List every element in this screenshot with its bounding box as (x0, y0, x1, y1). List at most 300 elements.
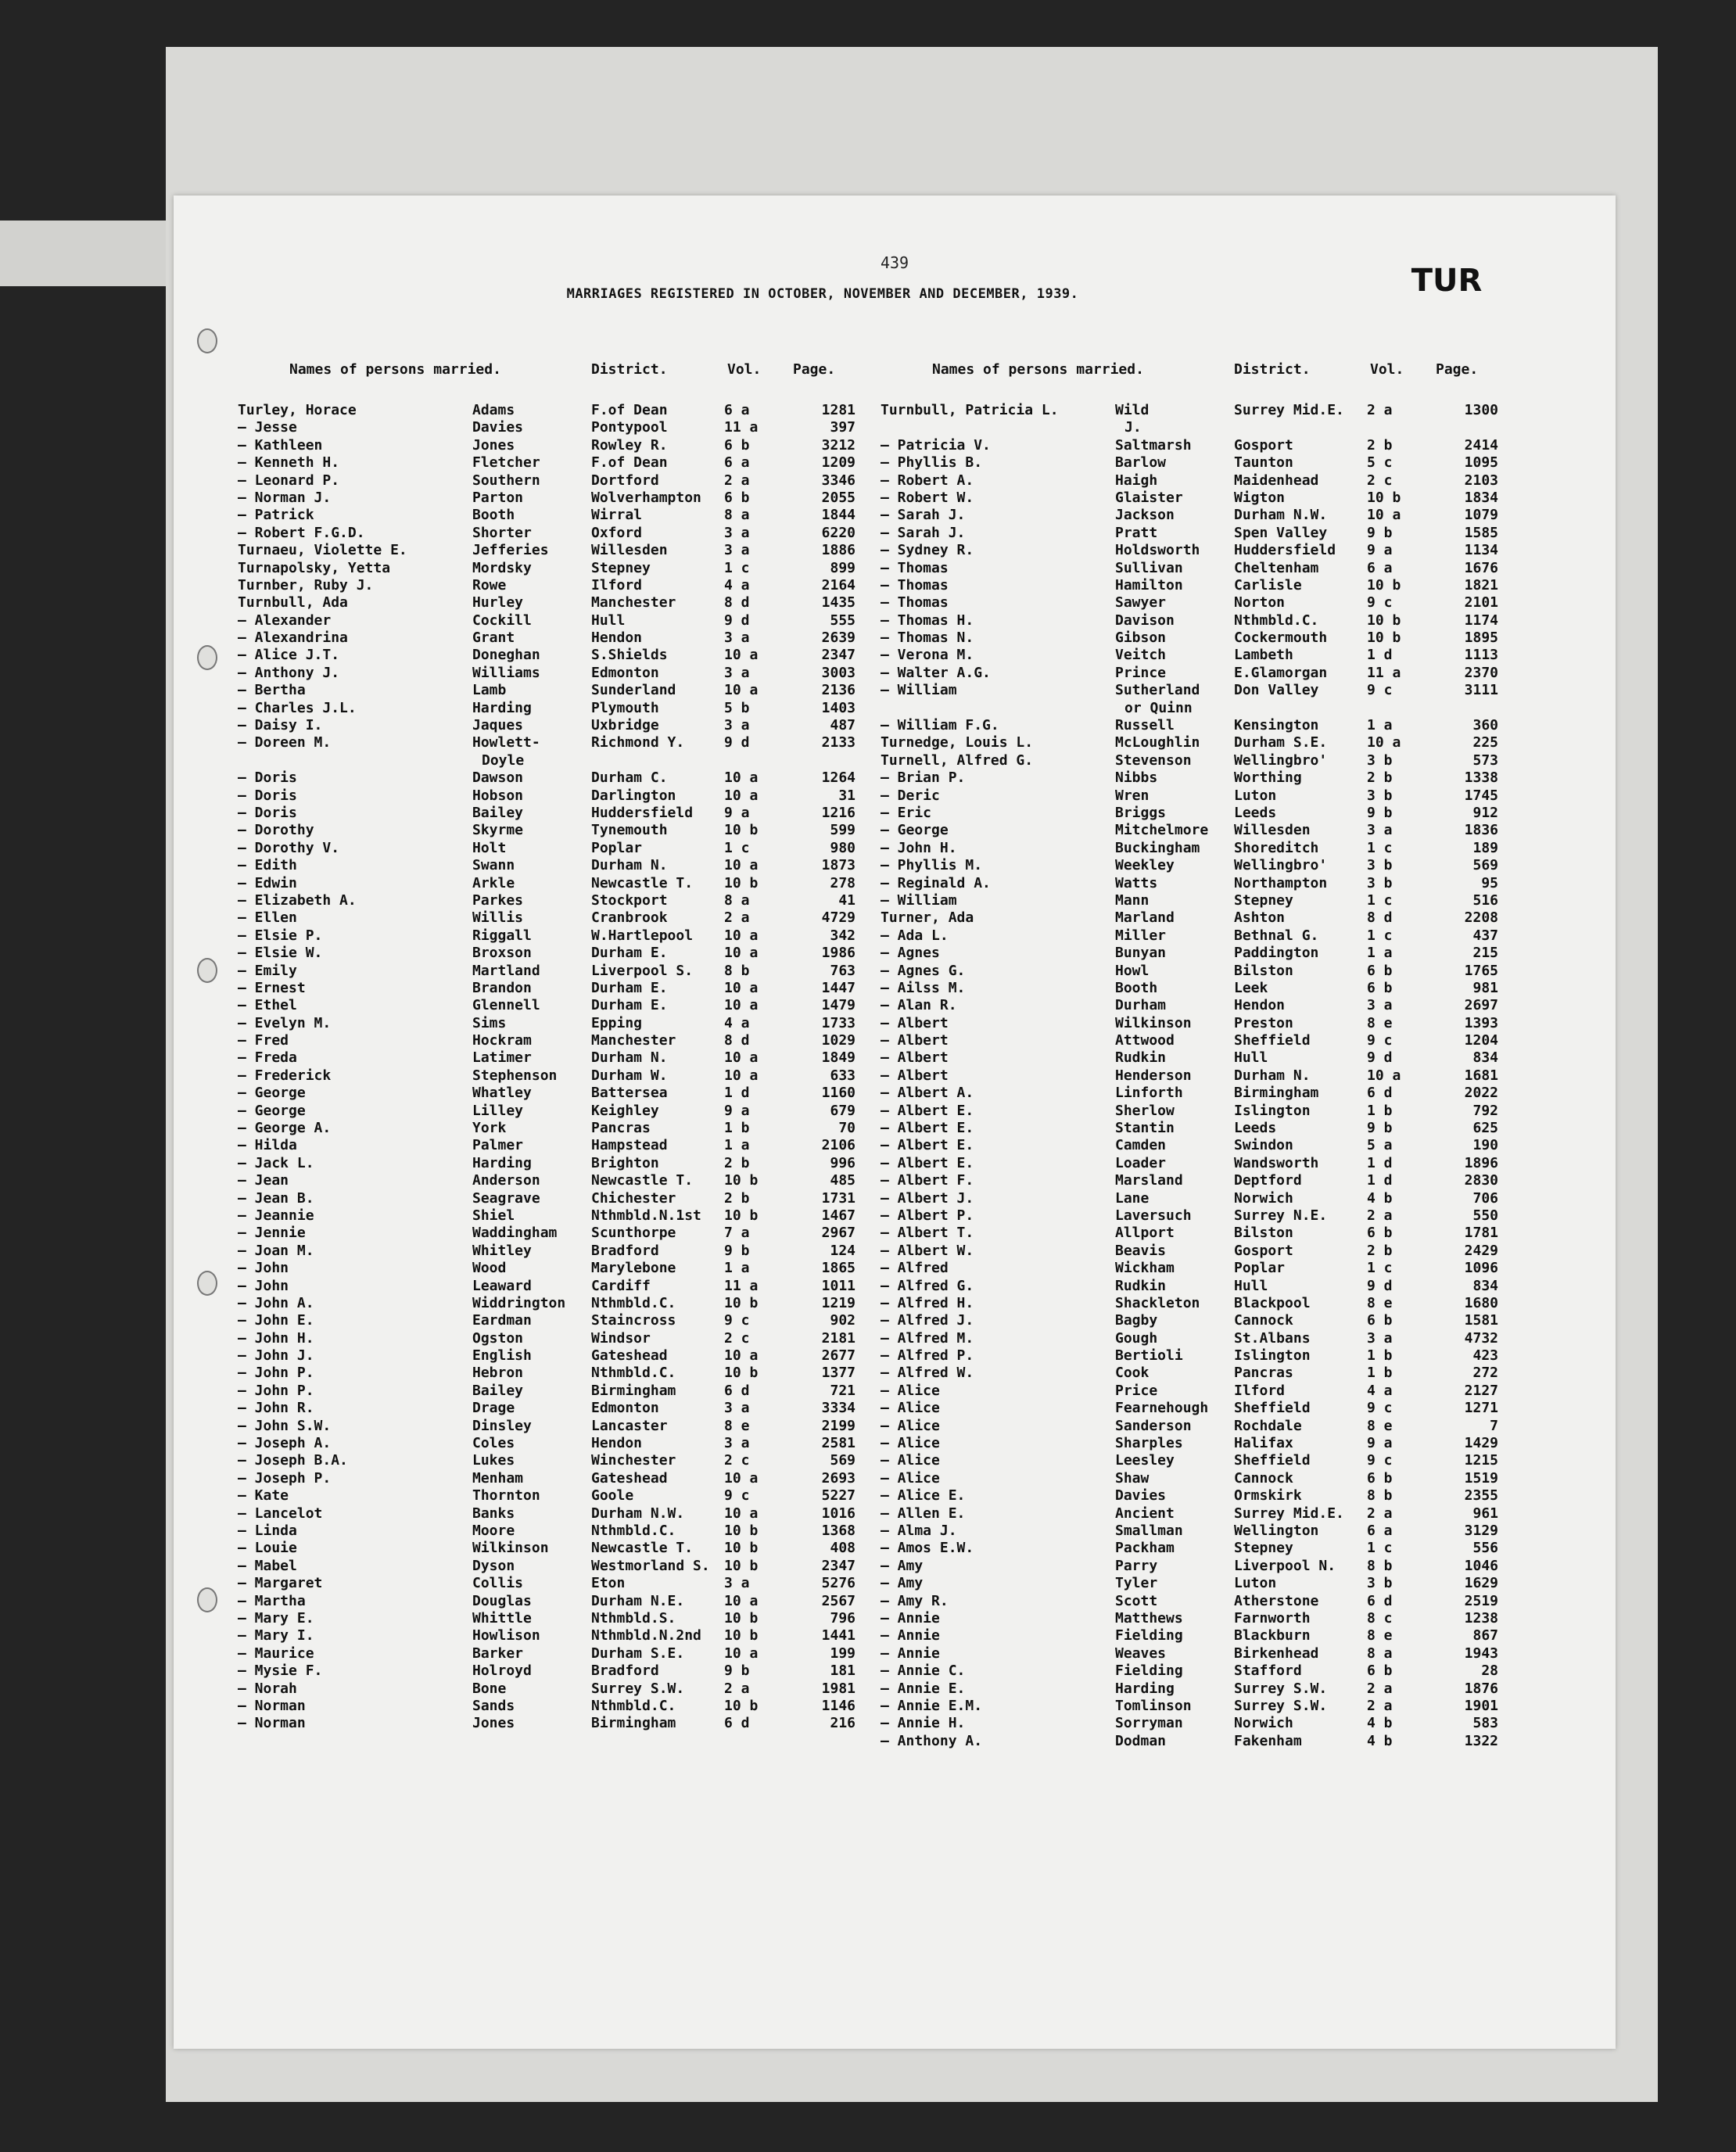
person-name: — Linda (238, 1523, 297, 1539)
spouse-surname: Hamilton (1115, 576, 1183, 594)
register-page-number: 2355 (1464, 1487, 1498, 1505)
spouse-surname: Durham (1115, 997, 1167, 1014)
person-name: — George (238, 1085, 306, 1102)
register-page-number: 3003 (821, 664, 855, 681)
volume-number: 10 b (724, 1627, 759, 1644)
person-name: — Alice (881, 1435, 940, 1452)
register-page-number: 1046 (1464, 1557, 1498, 1574)
registration-district: Gosport (1234, 1242, 1293, 1259)
registration-district: Stepney (1234, 891, 1293, 909)
volume-number: 7 a (724, 1225, 750, 1242)
volume-number: 10 a (724, 1644, 759, 1662)
person-name: — Jennie (238, 1225, 306, 1242)
person-name: — Annie E.M. (881, 1697, 983, 1714)
person-name: — Charles J.L. (238, 699, 357, 716)
person-name: — Daisy I. (238, 717, 323, 734)
register-page-number: 1680 (1464, 1294, 1498, 1311)
volume-number: 1 d (1367, 647, 1393, 664)
spouse-surname: Adams (472, 402, 515, 418)
register-page-number: 423 (1472, 1347, 1498, 1365)
volume-number: 10 b (724, 1172, 759, 1189)
spouse-surname: Fielding (1115, 1662, 1183, 1680)
person-name: — John H. (238, 1329, 314, 1347)
spouse-surname: Nibbs (1115, 769, 1158, 787)
registration-district: Leek (1234, 979, 1268, 996)
volume-number: 1 c (1367, 1540, 1393, 1557)
binder-hole (197, 1271, 217, 1296)
spouse-surname: Allport (1115, 1225, 1175, 1242)
registration-district: Newcastle T. (591, 874, 694, 891)
person-name: — Phyllis B. (881, 454, 983, 472)
person-name: — John (238, 1277, 289, 1294)
person-name: — Leonard P. (238, 472, 340, 489)
volume-number: 8 a (724, 507, 750, 524)
registration-district: Durham E. (591, 945, 668, 962)
registration-district: Durham N.W. (591, 1505, 685, 1522)
spouse-surname: Drage (472, 1400, 515, 1417)
spouse-surname: Douglas (472, 1592, 532, 1609)
register-page-number: 1160 (821, 1085, 855, 1102)
register-page-number: 550 (1472, 1207, 1498, 1224)
person-name: — Albert W. (881, 1242, 974, 1259)
spouse-surname: Rudkin (1115, 1049, 1167, 1067)
register-page-number: 981 (1472, 979, 1498, 996)
registration-district: Brighton (591, 1154, 659, 1171)
register-page-number: 573 (1472, 751, 1498, 769)
volume-number: 1 b (1367, 1365, 1393, 1382)
spouse-surname: Leesley (1115, 1452, 1175, 1469)
registration-district: Keighley (591, 1102, 659, 1119)
register-page-number: 2967 (821, 1225, 855, 1242)
registration-district: Deptford (1234, 1172, 1302, 1189)
spouse-surname: Scott (1115, 1592, 1158, 1609)
registration-district: Westmorland S. (591, 1557, 710, 1574)
person-name: — Patricia V. (881, 436, 991, 454)
registration-district: Wigton (1234, 489, 1286, 506)
register-page-number: 2429 (1464, 1242, 1498, 1259)
registration-district: Farnworth (1234, 1609, 1311, 1627)
volume-number: 3 a (724, 1400, 750, 1417)
registration-district: Durham E. (591, 997, 668, 1014)
register-page-number: 1322 (1464, 1732, 1498, 1749)
spouse-surname: Dyson (472, 1557, 515, 1574)
register-page-number: 2830 (1464, 1172, 1498, 1189)
binder-hole (197, 328, 217, 353)
spouse-surname: Lamb (472, 682, 507, 699)
spouse-surname: Lilley (472, 1102, 524, 1119)
spouse-surname: Jones (472, 1715, 515, 1732)
spouse-surname: Parry (1115, 1557, 1158, 1574)
registration-district: Ormskirk (1234, 1487, 1302, 1505)
spouse-surname: Bailey (472, 1382, 524, 1399)
spouse-surname: Lukes (472, 1452, 515, 1469)
registration-district: Hendon (591, 629, 643, 647)
volume-number: 10 a (1367, 734, 1401, 751)
volume-number: 2 b (1367, 436, 1393, 454)
registration-district: Oxford (591, 524, 643, 541)
register-page-number: 633 (830, 1067, 855, 1084)
register-page-number: 2677 (821, 1347, 855, 1365)
person-name: Turnell, Alfred G. (881, 751, 1034, 769)
volume-number: 11 a (724, 1277, 759, 1294)
spouse-surname: Ogston (472, 1329, 524, 1347)
volume-number: 9 d (1367, 1277, 1393, 1294)
person-name: — Fred (238, 1032, 289, 1049)
register-page-number: 1216 (821, 804, 855, 821)
register-page-number: 1393 (1464, 1014, 1498, 1031)
spouse-surname: Dodman (1115, 1732, 1167, 1749)
register-page-number: 215 (1472, 945, 1498, 962)
volume-number: 4 b (1367, 1189, 1393, 1207)
volume-number: 5 a (1367, 1137, 1393, 1154)
spouse-surname-continuation: or Quinn (1124, 699, 1193, 716)
registration-district: Nthmbld.S. (591, 1609, 676, 1627)
register-page-number: 721 (830, 1382, 855, 1399)
register-page-number: 31 (838, 787, 855, 804)
registration-district: Spen Valley (1234, 524, 1328, 541)
spouse-surname: Shiel (472, 1207, 515, 1224)
registration-district: Wellingbro' (1234, 751, 1328, 769)
registration-district: Liverpool N. (1234, 1557, 1336, 1574)
volume-number: 9 a (724, 1102, 750, 1119)
spouse-surname: Sorryman (1115, 1715, 1183, 1732)
spouse-surname: Moore (472, 1523, 515, 1539)
spouse-surname: Sutherland (1115, 682, 1200, 699)
registration-district: Darlington (591, 787, 676, 804)
register-page-number: 1435 (821, 594, 855, 612)
person-name: — John E. (238, 1312, 314, 1329)
person-name: Turner, Ada (881, 909, 974, 927)
registration-district: Richmond Y. (591, 734, 685, 751)
registration-district: Fakenham (1234, 1732, 1302, 1749)
volume-number: 3 a (724, 1435, 750, 1452)
spouse-surname: Marsland (1115, 1172, 1183, 1189)
volume-number: 10 b (724, 1523, 759, 1539)
volume-number: 6 b (1367, 1662, 1393, 1680)
register-page-number: 124 (830, 1242, 855, 1259)
registration-district: Cheltenham (1234, 559, 1319, 576)
spouse-surname-continuation: Doyle (482, 751, 525, 769)
registration-district: Stockport (591, 891, 668, 909)
registration-district: Durham N. (591, 1049, 668, 1067)
person-name: — Annie H. (881, 1715, 966, 1732)
registration-district: Willesden (1234, 822, 1311, 839)
volume-number: 1 a (1367, 945, 1393, 962)
register-page-number: 70 (838, 1120, 855, 1137)
person-name: Turnbull, Patricia L. (881, 402, 1059, 418)
registration-district: Poplar (591, 839, 643, 856)
register-page-number: 1441 (821, 1627, 855, 1644)
spouse-surname-continuation: J. (1124, 419, 1142, 436)
registration-district: Luton (1234, 1575, 1277, 1592)
volume-number: 8 a (724, 891, 750, 909)
person-name: — Albert E. (881, 1120, 974, 1137)
volume-number: 8 b (1367, 1487, 1393, 1505)
registration-district: Worthing (1234, 769, 1302, 787)
person-name: — Alfred J. (881, 1312, 974, 1329)
binder-hole (197, 645, 217, 670)
person-name: — George A. (238, 1120, 332, 1137)
person-name: — Thomas H. (881, 612, 974, 629)
registration-district: Surrey S.W. (1234, 1697, 1328, 1714)
person-name: — Alice (881, 1452, 940, 1469)
person-name: — Amy (881, 1575, 924, 1592)
person-name: — Doris (238, 804, 297, 821)
registration-district: Paddington (1234, 945, 1319, 962)
registration-district: Surrey Mid.E. (1234, 402, 1344, 418)
person-name: — Eric (881, 804, 932, 821)
volume-number: 1 c (1367, 1260, 1393, 1277)
volume-number: 8 a (1367, 1644, 1393, 1662)
person-name: Turnapolsky, Yetta (238, 559, 391, 576)
spouse-surname: Wickham (1115, 1260, 1175, 1277)
person-name: — John P. (238, 1382, 314, 1399)
volume-number: 3 a (724, 542, 750, 559)
spouse-surname: Bunyan (1115, 945, 1167, 962)
register-page-number: 1016 (821, 1505, 855, 1522)
spouse-surname: Prince (1115, 664, 1167, 681)
volume-number: 10 b (724, 1294, 759, 1311)
person-name: — Alfred H. (881, 1294, 974, 1311)
volume-number: 10 a (1367, 1067, 1401, 1084)
register-page-number: 1338 (1464, 769, 1498, 787)
volume-number: 3 a (724, 524, 750, 541)
person-name: — Sarah J. (881, 524, 966, 541)
register-page-number: 2697 (1464, 997, 1498, 1014)
register-page-number: 2106 (821, 1137, 855, 1154)
volume-number: 6 a (724, 454, 750, 472)
person-name: — Ethel (238, 997, 297, 1014)
spouse-surname: Sawyer (1115, 594, 1167, 612)
registration-district: Birmingham (591, 1382, 676, 1399)
person-name: — Albert (881, 1067, 949, 1084)
volume-number: 6 b (1367, 979, 1393, 996)
volume-number: 1 a (1367, 717, 1393, 734)
register-page-number: 516 (1472, 891, 1498, 909)
volume-number: 8 d (1367, 909, 1393, 927)
register-page-number: 1368 (821, 1523, 855, 1539)
person-name: — Alexander (238, 612, 332, 629)
volume-number: 1 c (1367, 839, 1393, 856)
spouse-surname: Booth (472, 507, 515, 524)
spouse-surname: Rudkin (1115, 1277, 1167, 1294)
spouse-surname: Doneghan (472, 647, 540, 664)
volume-number: 10 a (724, 787, 759, 804)
registration-district: Bradford (591, 1662, 659, 1680)
spouse-surname: Fletcher (472, 454, 540, 472)
registration-district: Edmonton (591, 1400, 659, 1417)
volume-number: 9 b (724, 1242, 750, 1259)
volume-number: 9 c (1367, 1452, 1393, 1469)
registration-district: Northampton (1234, 874, 1328, 891)
spouse-surname: Smallman (1115, 1523, 1183, 1539)
volume-number: 10 b (724, 1365, 759, 1382)
person-name: — Ailss M. (881, 979, 966, 996)
spouse-surname: Dawson (472, 769, 524, 787)
spouse-surname: Gough (1115, 1329, 1158, 1347)
registration-district: Surrey N.E. (1234, 1207, 1328, 1224)
volume-number: 9 a (1367, 542, 1393, 559)
register-page-number: 1849 (821, 1049, 855, 1067)
volume-number: 9 c (1367, 594, 1393, 612)
person-name: — John S.W. (238, 1417, 332, 1434)
registration-district: Gateshead (591, 1347, 668, 1365)
person-name: — Phyllis M. (881, 857, 983, 874)
vol-column-header: Vol. (727, 361, 762, 378)
volume-number: 10 b (724, 1557, 759, 1574)
volume-number: 9 d (724, 612, 750, 629)
person-name: — Alan R. (881, 997, 957, 1014)
volume-number: 1 a (724, 1137, 750, 1154)
register-page-number: 2639 (821, 629, 855, 647)
spouse-surname: York (472, 1120, 507, 1137)
register-page-number: 360 (1472, 717, 1498, 734)
person-name: — Doreen M. (238, 734, 332, 751)
person-name: — Mary I. (238, 1627, 314, 1644)
register-page-number: 1447 (821, 979, 855, 996)
spouse-surname: Bagby (1115, 1312, 1158, 1329)
registration-district: Islington (1234, 1347, 1311, 1365)
volume-number: 8 c (1367, 1609, 1393, 1627)
registration-district: Surrey Mid.E. (1234, 1505, 1344, 1522)
volume-number: 6 a (1367, 1523, 1393, 1539)
volume-number: 2 b (1367, 1242, 1393, 1259)
registration-district: Durham N. (1234, 1067, 1311, 1084)
spouse-surname: Wilkinson (472, 1540, 549, 1557)
register-page-number: 216 (830, 1715, 855, 1732)
registration-district: Battersea (591, 1085, 668, 1102)
spouse-surname: Weekley (1115, 857, 1175, 874)
person-name: — Albert A. (881, 1085, 974, 1102)
person-name: — Maurice (238, 1644, 314, 1662)
spouse-surname: Rowe (472, 576, 507, 594)
spouse-surname: Southern (472, 472, 540, 489)
spouse-surname: Palmer (472, 1137, 524, 1154)
registration-district: E.Glamorgan (1234, 664, 1328, 681)
registration-district: Nthmbld.N.1st (591, 1207, 701, 1224)
register-page-number: 3111 (1464, 682, 1498, 699)
register-page-number: 3212 (821, 436, 855, 454)
person-name: — Dorothy V. (238, 839, 340, 856)
volume-number: 8 d (724, 1032, 750, 1049)
volume-number: 9 c (724, 1312, 750, 1329)
person-name: — Edith (238, 857, 297, 874)
register-page-number: 679 (830, 1102, 855, 1119)
register-page-number: 7 (1490, 1417, 1498, 1434)
register-page-number: 867 (1472, 1627, 1498, 1644)
volume-number: 10 b (724, 1697, 759, 1714)
register-page-number: 3346 (821, 472, 855, 489)
registration-district: Hull (1234, 1049, 1268, 1067)
person-name: — Robert F.G.D. (238, 524, 365, 541)
spouse-surname: Stephenson (472, 1067, 558, 1084)
person-name: — Lancelot (238, 1505, 323, 1522)
volume-number: 1 c (1367, 891, 1393, 909)
person-name: — Doris (238, 787, 297, 804)
registration-district: Pancras (1234, 1365, 1293, 1382)
person-name: — Albert (881, 1032, 949, 1049)
spouse-surname: Widdrington (472, 1294, 566, 1311)
volume-number: 1 c (724, 839, 750, 856)
spouse-surname: Camden (1115, 1137, 1167, 1154)
person-name: — Jean B. (238, 1189, 314, 1207)
spouse-surname: Latimer (472, 1049, 532, 1067)
volume-number: 10 a (724, 1505, 759, 1522)
register-page-number: 225 (1472, 734, 1498, 751)
spouse-surname: Dinsley (472, 1417, 532, 1434)
person-name: — Reginald A. (881, 874, 991, 891)
person-name: — Edwin (238, 874, 297, 891)
spouse-surname: Fielding (1115, 1627, 1183, 1644)
spouse-surname: Sims (472, 1014, 507, 1031)
person-name: — Jean (238, 1172, 289, 1189)
register-page-number: 1146 (821, 1697, 855, 1714)
person-name: — Kenneth H. (238, 454, 340, 472)
registration-district: Marylebone (591, 1260, 676, 1277)
volume-number: 6 b (724, 436, 750, 454)
spouse-surname: Tyler (1115, 1575, 1158, 1592)
district-column-header: District. (1234, 361, 1311, 378)
person-name: — Verona M. (881, 647, 974, 664)
registration-district: Norwich (1234, 1189, 1293, 1207)
person-name: — Elsie W. (238, 945, 323, 962)
person-name: — Jack L. (238, 1154, 314, 1171)
person-name: — Amy R. (881, 1592, 949, 1609)
district-column-header: District. (591, 361, 668, 378)
spouse-surname: Harding (1115, 1680, 1175, 1697)
register-page-number: 912 (1472, 804, 1498, 821)
person-name: Turnaeu, Violette E. (238, 542, 407, 559)
volume-number: 10 a (724, 979, 759, 996)
volume-number: 2 b (724, 1189, 750, 1207)
person-name: — Alice J.T. (238, 647, 340, 664)
spouse-surname: Coles (472, 1435, 515, 1452)
registration-district: Epping (591, 1014, 643, 1031)
spouse-surname: Saltmarsh (1115, 436, 1192, 454)
person-name: — Robert W. (881, 489, 974, 506)
register-page-number: 2519 (1464, 1592, 1498, 1609)
registration-district: Eton (591, 1575, 626, 1592)
person-name: — Agnes G. (881, 962, 966, 979)
registration-district: Hull (591, 612, 626, 629)
section-code: TUR (1411, 263, 1483, 299)
spouse-surname: Lane (1115, 1189, 1150, 1207)
person-name: Turnber, Ruby J. (238, 576, 374, 594)
register-page-number: 1429 (1464, 1435, 1498, 1452)
spouse-surname: Bertioli (1115, 1347, 1183, 1365)
person-name: — Annie (881, 1644, 940, 1662)
spouse-surname: Jackson (1115, 507, 1175, 524)
register-page-number: 6220 (821, 524, 855, 541)
spouse-surname: Price (1115, 1382, 1158, 1399)
registration-district: Nthmbld.C. (591, 1523, 676, 1539)
person-name: Turley, Horace (238, 402, 357, 418)
binder-hole (197, 958, 217, 983)
volume-number: 8 e (1367, 1014, 1393, 1031)
person-name: — Alfred W. (881, 1365, 974, 1382)
register-page-number: 1096 (1464, 1260, 1498, 1277)
register-page-number: 1581 (1464, 1312, 1498, 1329)
registration-district: Huddersfield (591, 804, 694, 821)
register-page-number: 2199 (821, 1417, 855, 1434)
spouse-surname: Whatley (472, 1085, 532, 1102)
volume-number: 3 a (724, 717, 750, 734)
volume-number: 3 b (1367, 1575, 1393, 1592)
volume-number: 9 c (1367, 682, 1393, 699)
person-name: — Patrick (238, 507, 314, 524)
spouse-surname: Thornton (472, 1487, 540, 1505)
person-name: — Joseph P. (238, 1469, 332, 1487)
